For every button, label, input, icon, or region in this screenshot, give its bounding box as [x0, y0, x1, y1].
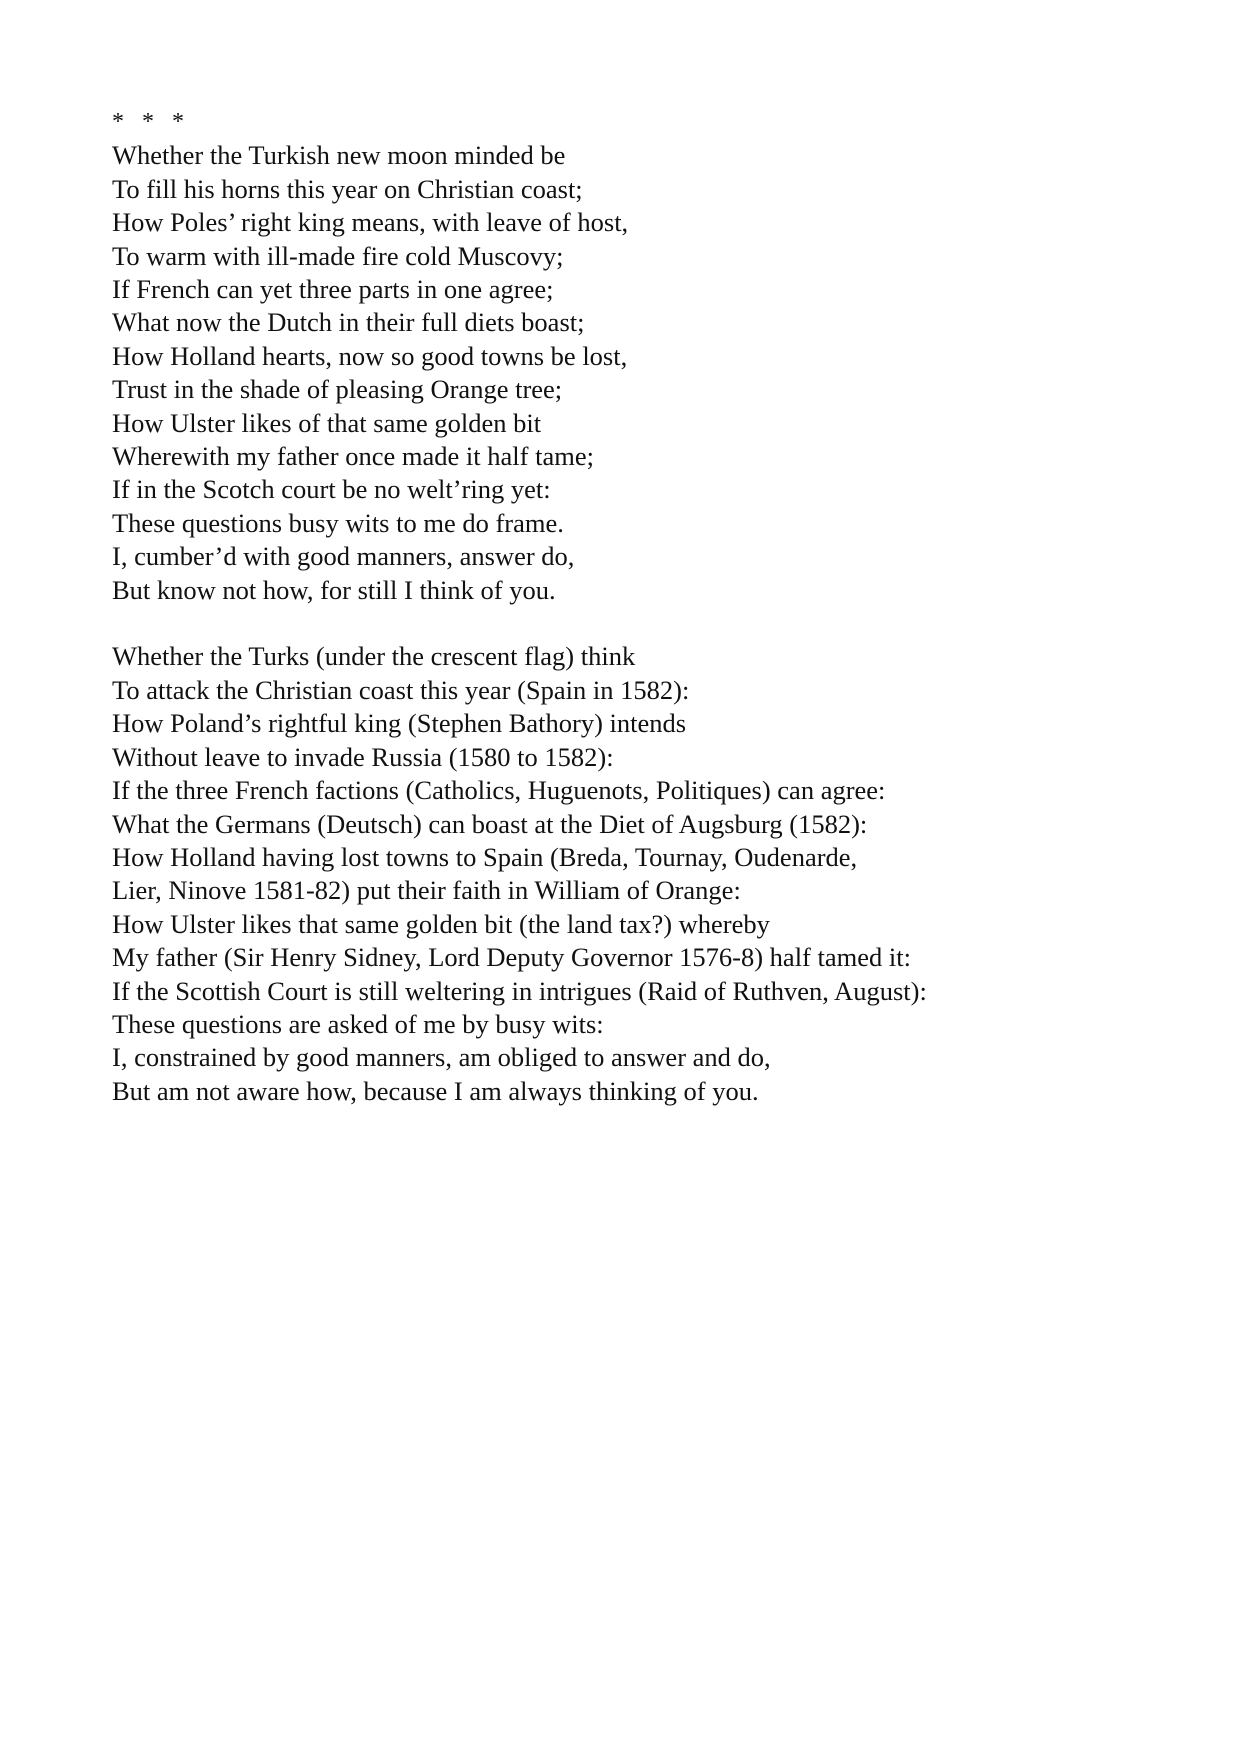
- paraphrase-line: Whether the Turks (under the crescent flag) think: [112, 641, 636, 672]
- poem-line: Whether the Turkish new moon minded be: [112, 140, 566, 171]
- poem-line: How Ulster likes of that same golden bit: [112, 407, 542, 438]
- paraphrase-line: My father (Sir Henry Sidney, Lord Deputy Governor 1576-8) half tamed it:: [112, 942, 911, 973]
- poem-line: I, cumber’d with good manners, answer do,: [112, 541, 575, 572]
- section-separator: * * *: [112, 109, 184, 135]
- poem-line: If in the Scotch court be no welt’ring yet:: [112, 474, 551, 505]
- poem-line: Trust in the shade of pleasing Orange tree;: [112, 374, 563, 405]
- poem-line: To warm with ill-made fire cold Muscovy;: [112, 240, 564, 271]
- paraphrase-line: How Poland’s rightful king (Stephen Bathory) intends: [112, 708, 687, 739]
- paraphrase-line: Without leave to invade Russia (1580 to 1582):: [112, 741, 614, 772]
- stanza-gap: [112, 607, 1192, 640]
- paraphrase-line: If the three French factions (Catholics, Huguenots, Politiques) can agree:: [112, 775, 886, 806]
- paraphrase-line: But am not aware how, because I am always thinking of you.: [112, 1075, 759, 1106]
- document-page: [112, 106, 1192, 1108]
- poem-line: Wherewith my father once made it half tame;: [112, 441, 594, 472]
- paraphrase-stanza: [112, 640, 1192, 1108]
- paraphrase-line: What the Germans (Deutsch) can boast at the Diet of Augsburg (1582):: [112, 808, 868, 839]
- paraphrase-line: These questions are asked of me by busy wits:: [112, 1008, 604, 1039]
- poem-line: But know not how, for still I think of you.: [112, 574, 556, 605]
- paraphrase-line: How Holland having lost towns to Spain (Breda, Tournay, Oudenarde,: [112, 841, 858, 872]
- paraphrase-line: How Ulster likes that same golden bit (the land tax?) whereby: [112, 908, 770, 939]
- poem-line: These questions busy wits to me do frame.: [112, 507, 564, 538]
- poem-line: If French can yet three parts in one agree;: [112, 274, 554, 305]
- poem-stanza: [112, 139, 1192, 607]
- paraphrase-line: I, constrained by good manners, am obliged to answer and do,: [112, 1042, 771, 1073]
- poem-line: How Poles’ right king means, with leave of host,: [112, 207, 629, 238]
- poem-line: What now the Dutch in their full diets boast;: [112, 307, 585, 338]
- poem-line: To fill his horns this year on Christian coast;: [112, 173, 583, 204]
- paraphrase-line: Lier, Ninove 1581-82) put their faith in William of Orange:: [112, 875, 741, 906]
- poem-line: How Holland hearts, now so good towns be lost,: [112, 340, 628, 371]
- paraphrase-line: To attack the Christian coast this year (Spain in 1582):: [112, 674, 690, 705]
- paraphrase-line: If the Scottish Court is still weltering in intrigues (Raid of Ruthven, August):: [112, 975, 927, 1006]
